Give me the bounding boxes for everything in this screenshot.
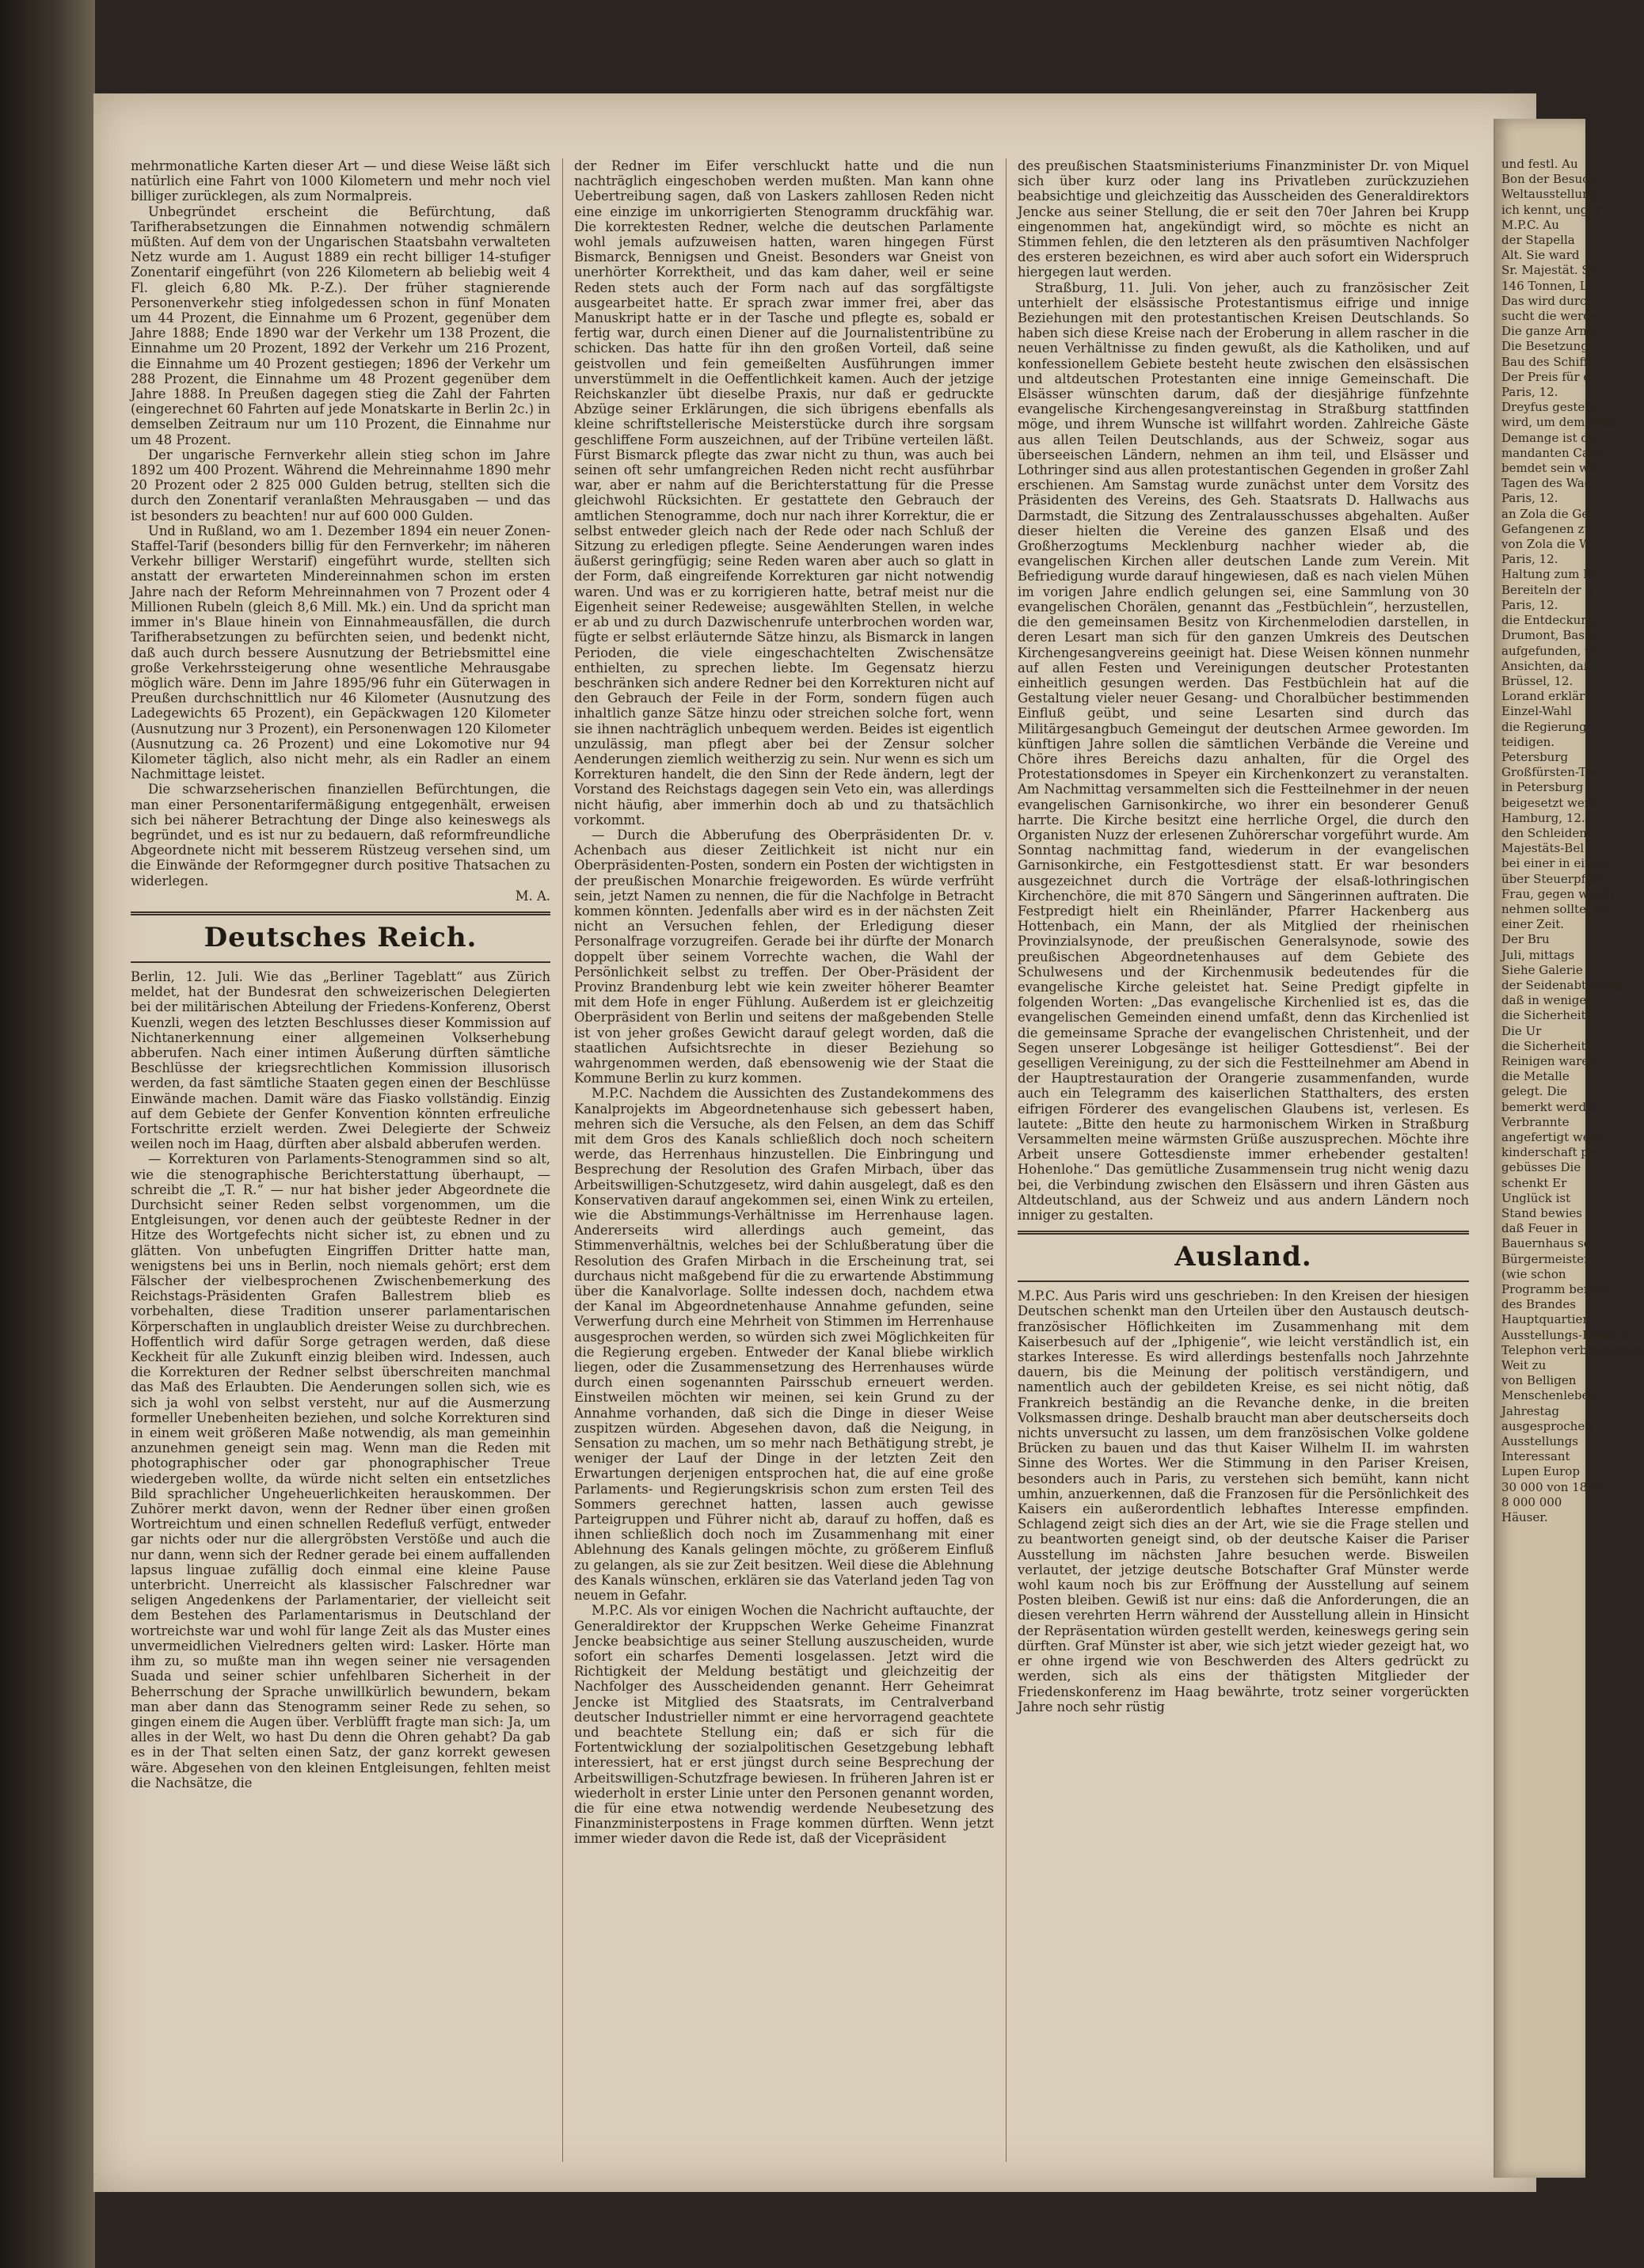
next-page-text-fragment: über Steuerpflich — [1501, 871, 1608, 886]
next-page-text-fragment: daß in wenigen — [1501, 993, 1594, 1008]
next-page-text-fragment: Die Besetzung — [1501, 339, 1589, 354]
next-page-text-fragment: Großfürsten-Thr — [1501, 765, 1600, 780]
next-page-text-fragment: an Zola die Ge — [1501, 506, 1589, 521]
next-page-text-fragment: 8 000 000 — [1501, 1494, 1562, 1509]
next-page-text-fragment: Menschenleben — [1501, 1388, 1597, 1403]
next-page-text-fragment: von Zola die W — [1501, 537, 1592, 552]
next-page-text-fragment: Stand bewies — [1501, 1206, 1582, 1221]
column-divider — [562, 158, 563, 2162]
next-page-text-fragment: daß Feuer in — [1501, 1221, 1578, 1236]
next-page-text-fragment: den Schleiden — [1501, 825, 1587, 840]
next-page-text-fragment: Bauernhaus sc — [1501, 1236, 1591, 1251]
next-page-text-fragment: kinderschaft per — [1501, 1145, 1601, 1160]
next-page-text-fragment: (wie schon — [1501, 1266, 1566, 1281]
paragraph: Unbegründet erscheint die Befürchtung, daß Tarifherabsetzungen die Einnahmen notwendig schmälern müßten. Auf dem von der Ungarischen Staatsbahn verwalteten Netz wurde am 1. August 1889 ein recht billiger 14-stufiger Zonentarif eingeführt (von 226 Kilometern ab beliebig weit 4 Fl. gleich 6,80 Mk. P.-Z.). Der früher stagnierende Personenverkehr stieg infolgedessen schon in fünf Monaten um 44 Prozent, die Einnahme um 6 Prozent, gegenüber dem Jahre 1888; Ende 1890 war der Verkehr um 138 Prozent, die Einnahme um 20 Prozent, 1892 der Verkehr um 216 Prozent, die Einnahme um 40 Prozent gestiegen; 1896 der Verkehr um 288 Prozent, die Einnahme um 48 Prozent gegenüber dem Jahre 1888. In Preußen dagegen stieg die Zahl der Fahrten (eingerechnet 60 Fahrten auf jede Monatskarte in Berlin 2c.) in demselben Zeitraum nur um 110 Prozent, die Einnahme nur um 48 Prozent. — [131, 204, 550, 447]
paragraph: M.P.C. Nachdem die Aussichten des Zustandekommens des Kanalprojekts im Abgeordnetenhause sich gebessert haben, mehren sich die Versuche, als den Felsen, an dem das Schiff mit dem Gros des Kanals schließlich doch noch scheitern werde, das Herrenhaus hinzustellen. Die Einbringung und Besprechung der Resolution des Grafen Mirbach, über das Arbeitswilligen-Schutzgesetz, wird dahin ausgelegt, daß es den Konservativen darauf angekommen sei, einen Wink zu erteilen, wie die Abstimmungs-Verhältnisse im Herrenhause lagen. Andererseits wird allerdings auch gemeint, das Stimmenverhältnis, welches bei der Schlußberatung über die Resolution des Grafen Mirbach in die Erscheinung trat, sei durchaus nicht maßgebend für die zu erwartende Abstimmung über die Kanalvorlage. Sollte indessen doch, nachdem etwa der Kanal im Abgeordnetenhause Annahme gefunden, seine Verwerfung durch eine Mehrheit von Stimmen im Herrenhause ausgesprochen werden, so würden sich zwei Möglichkeiten für die Regierung ergeben. Entweder der Kanal bliebe wirklich liegen, oder die Zusammensetzung des Herrenhauses würde durch einen sogenannten Pairsschub erneuert werden. Einstweilen möchten wir meinen, sei kein Grund zu der Annahme vorhanden, daß sich die Dinge in dieser Weise zuspitzen würden. Abgesehen davon, daß die Neigung, in Sensation zu machen, um so mehr nach Bethätigung strebt, je weniger der Lauf der Dinge in der letzten Zeit den Erwartungen derjenigen entsprochen hat, die auf eine große Parlaments- und Regierungskrisis schon zum ersten Teil des Sommers gerechnet hatten, lassen auch gewisse Parteigruppen und Führer nicht ab, darauf zu hoffen, daß es ihnen schließlich doch noch im Zusammenhang mit einer Ablehnung des Kanals gelingen möchte, zu größerem Einfluß zu gelangen, als sie zur Zeit besitzen. Weil diese die Ablehnung des Kanals wünschen, erklären sie das Vaterland jeden Tag von neuem in Gefahr. — [574, 1086, 994, 1604]
paragraph: Der ungarische Fernverkehr allein stieg schon im Jahre 1892 um 400 Prozent. Während die Mehreinnahme 1890 mehr 20 Prozent oder 2 825 000 Gulden betrug, stellten sich die durch den Zonentarif veranlaßten Mehrausgaben — und das ist besonders zu beachten! nur auf 600 000 Gulden. — [131, 447, 550, 523]
next-page-text-fragment: Paris, 12. — [1501, 491, 1558, 506]
next-page-text-fragment: des Brandes — [1501, 1297, 1576, 1312]
column-divider — [1006, 158, 1007, 2162]
next-page-text-fragment: Der Preis für d — [1501, 369, 1591, 384]
next-page-text-fragment: Bon der Besuch — [1501, 172, 1597, 187]
next-page-text-fragment: beigesetzt werde — [1501, 795, 1605, 810]
next-page-text-fragment: Paris, 12. — [1501, 597, 1558, 612]
next-page-text-fragment: Lorand erklärt — [1501, 689, 1590, 704]
paragraph: mehrmonatliche Karten dieser Art — und diese Weise läßt sich natürlich eine Fahrt von 1000 Kilometern und mehr noch viel billiger zurücklegen, als zum Normalpreis. — [131, 158, 550, 204]
next-page-text-fragment: Einzel-Wahl — [1501, 704, 1572, 719]
paragraph: Die schwarzseherischen finanziellen Befürchtungen, die man einer Personentarifermäßigung entgegenhält, erweisen sich bei näherer Betrachtung der Dinge also keineswegs als begründet, und es ist nur zu bedauern, daß reformfreundliche Abgeordnete nicht mit besserem Rüstzeug versehen sind, um die Einwände der Reformgegner durch positive Thatsachen zu widerlegen. — [131, 782, 550, 889]
next-page-text-fragment: die Entdeckung — [1501, 613, 1596, 628]
next-page-text-fragment: Reinigen waren — [1501, 1053, 1596, 1068]
article-paragraph: Berlin, 12. Juli. Wie das „Berliner Tageblatt“ aus Zürich meldet, hat der Bundesrat den schweizerischen Delegierten bei der militärischen Abteilung der Friedens-Konferenz, Oberst Kuenzli, wegen des letzten Beschlusses dieser Kommission auf Nichtanerkennung einer allgemeinen Volkserhebung abberufen. Nach einer intimen Äußerung dürften sämtliche Beschlüsse der kriegsrechtlichen Kommission illusorisch werden, da fast sämtliche Staaten gegen einen der Beschlüsse Einwände machen. Damit wäre das Fiasko vollständig. Einzig auf dem Gebiete der Genfer Konvention könnten erfreuliche Fortschritte erzielt werden. Zwei Delegierte der Schweiz weilen noch im Haag, dürften aber alsbald abberufen werden. — [131, 968, 550, 1152]
next-page-text-fragment: Gefangenen zu — [1501, 521, 1593, 536]
next-page-text-fragment: Interessant — [1501, 1449, 1570, 1464]
paragraph: M.P.C. Als vor einigen Wochen die Nachricht auftauchte, der Generaldirektor der Kruppschen Werke Geheime Finanzrat Jencke beabsichtige aus seiner Stellung auszuscheiden, wurde sofort ein scharfes Dementi losgelassen. Jetzt wird die Richtigkeit der Meldung bestätigt und gleichzeitig der Nachfolger des Ausscheidenden genannt. Herr Geheimrat Jencke ist Mitglied des Staatsrats, im Centralverband deutscher Industrieller nimmt er eine hervorragend geachtete und beachtete Stellung ein; daß er sich für die Fortentwicklung der sozialpolitischen Gesetzgebung lebhaft interessiert, hat er erst jüngst durch seine Besprechung der Arbeitswilligen-Schutzfrage bewiesen. In früheren Jahren ist er wiederholt in erster Linie unter den Personen genannt worden, die für eine etwa notwendig werdende Neubesetzung des Finanzministerpostens in Frage kommen dürften. Wenn jetzt immer wieder davon die Rede ist, daß der Vicepräsident — [574, 1603, 994, 1847]
next-page-text-fragment: Telephon verbindungen — [1501, 1342, 1644, 1357]
next-page-text-fragment: angefertigt werd — [1501, 1130, 1604, 1144]
next-page-text-fragment: in Petersburg — [1501, 780, 1584, 795]
next-page-text-fragment: Ansichten, daß — [1501, 658, 1592, 673]
next-page-text-fragment: Hamburg, 12. — [1501, 810, 1585, 825]
next-page-text-fragment: sucht die werden — [1501, 309, 1606, 324]
next-page-text-fragment: Drumont, Basso — [1501, 628, 1598, 643]
next-page-text-fragment: Ausstellungs-Komitee — [1501, 1327, 1632, 1342]
section-divider — [1018, 1231, 1469, 1235]
next-page-text-fragment: Jahrestag — [1501, 1403, 1559, 1418]
next-page-text-fragment: einer Zeit. — [1501, 917, 1565, 932]
section-heading-deutsches-reich: Deutsches Reich. — [204, 921, 478, 953]
next-page-text-fragment: Die Ur — [1501, 1023, 1542, 1038]
paragraph: der Redner im Eifer verschluckt hatte und die nun nachträglich eingeschoben werden mußten. Man kann ohne Uebertreibung sagen, daß von Laskers zahllosen Reden nicht eine einzige im unkorrigierten Stenogramm druckfähig war. Die korrektesten Redner, welche die deutschen Parlamente wohl jemals aufzuweisen hatten, waren hingegen Fürst Bismarck, Bennigsen und Gneist. Besonders war Gneist von unerhörter Korrektheit, und das kam daher, weil er seine Reden stets auch der Form nach auf das sorgfältigste ausgearbeitet hatte. Er sprach zwar immer frei, aber das Manuskript hatte er in der Tasche und pflegte es, sobald er fertig war, durch einen Diener auf die Journalistentribüne zu schicken. Das hatte für ihn den großen Vorteil, daß seine geistvollen und fein gemeißelten Ausführungen immer unverstümmelt in die Oeffentlichkeit kamen. Auch der jetzige Reichskanzler übt dieselbe Praxis, nur daß er gedruckte Abzüge seiner Erklärungen, die sich übrigens ebenfalls als kleine schriftstellerische Meisterstücke durch ihre sorgsam geschliffene Form auszeichnen, auf der Tribüne verteilen läßt. Fürst Bismarck pflegte das zwar nicht zu thun, was auch bei seinen oft sehr umfangreichen Reden nicht recht ausführbar war, aber er nahm auf die Berichterstattung für die Presse gleichwohl Rücksichten. Er gestattete den Gebrauch der amtlichen Stenogramme, doch nur nach ihrer Korrektur, die er selbst entweder gleich nach der Rede oder nach Schluß der Sitzung zu erledigen pflegte. Seine Aenderungen waren indes äußerst geringfügig; seine Reden waren aber auch so glatt in der Form, daß eingreifende Korrekturen gar nicht notwendig waren. Und was er zu korrigieren hatte, betraf meist nur die Eigenheit seiner Redeweise; ausgewählten Stellen, in welche er ab und zu durch Dazwischenrufe unterbrochen worden war, fügte er selbst erläuternde Sätze hinzu, als Bismarck in langen Perioden, die viele eingeschachtelten Zwischensätze enthielten, zu sprechen liebte. Im Gegensatz hierzu beschränken sich andere Redner bei den Korrekturen nicht auf den Gebrauch der Feile in der Form, sondern fügen auch inhaltlich ganze Sätze hinzu oder streichen solche fort, wenn sie ihnen nachträglich unbequem werden. Beides ist eigentlich unzulässig, man pflegt aber bei der Zensur solcher Aenderungen ziemlich weitherzig zu sein. Nur wenn es sich um Korrekturen handelt, die den Sinn der Rede ändern, legt der Vorstand des Reichstags dagegen sein Veto ein, was allerdings nicht häufig, aber immerhin doch ab und zu thatsächlich vorkommt. — [574, 158, 994, 828]
next-page-text-fragment: Alt. Sie ward — [1501, 248, 1580, 263]
next-page-text-fragment: 146 Tonnen, L — [1501, 278, 1588, 293]
next-page-text-fragment: Siehe Galerie — [1501, 962, 1583, 977]
next-page-text-fragment: Der Bru — [1501, 932, 1550, 947]
next-page-text-fragment: Juli, mittags — [1501, 947, 1575, 962]
section-divider — [131, 961, 550, 963]
article-paragraph: — Korrekturen von Parlaments-Stenogrammen sind so alt, wie die stenographische Berichterstattung überhaupt, — schreibt die „T. R.“ — nur hat bisher jeder Abgeordnete die Durchsicht seiner Reden selbst vorgenommen, um die Entgleisungen, vor denen auch der geübteste Redner in der Hitze des Wortgefechts nicht sicher ist, zu ebnen und zu glätten. Von unbefugten Eingriffen Dritter hatte man, wenigstens bei uns in Berlin, noch niemals gehört; erst dem Fälscher der vielbesprochenen Zwischenbemerkung des Reichstags-Präsidenten Grafen Ballestrem blieb es vorbehalten, diese Tradition unserer parlamentarischen Körperschaften in unglaublich dreister Weise zu durchbrechen. Hoffentlich wird dafür Sorge getragen werden, daß diese Keckheit für alle Zukunft einzig bleiben wird. Indessen, auch die Korrekturen der Redner selbst überschreiten manchmal das Maß des Erlaubten. Die Aenderungen sollen sich, wie es sich ja wohl von selbst versteht, nur auf die Ausmerzung formeller Unebenheiten beziehen, und solche Korrekturen sind in einem weit größeren Maße notwendig, als man gemeinhin anzunehmen geneigt sein mag. Wenn man die Reden mit photographischer oder gar phonographischer Treue wiedergeben wollte, da würde nicht selten ein entsetzliches Bild sprachlicher Ungeheuerlichkeiten herauskommen. Der Zuhörer merkt davon, wenn der Redner über einen großen Wortreichtum und einen schnellen Redefluß verfügt, entweder gar nichts oder nur die allergröbsten Verstöße und auch die nur dann, wenn sich der Redner gerade bei einem auffallenden lapsus linguae zufällig doch einmal eine kleine Pause unterbricht. Unerreicht als klassischer Falschredner war seligen Angedenkens der Parlamentarier, der vielleicht seit dem Bestehen des Parlamentarismus in Deutschland der wortreichste war und wohl für lange Zeit als das Muster eines unvermeidlichen Vielredners gelten wird: Lasker. Hörte man ihm zu, so mußte man ihn wegen seiner nie versagenden Suada und seiner schier unfehlbaren Sicherheit in der Beherrschung der Sprache unwillkürlich bewundern, bekam man aber dann das Stenogramm seiner Rede zu sehen, so gingen einem die Augen über. Verblüfft fragte man sich: Ja, um alles in der Welt, wo hast Du denn die Ohren gehabt? Da gab es in der That selten einen Satz, der ganz korrekt gewesen wäre. Abgesehen von den kleinen Entgleisungen, fehlten meist die Nachsätze, die — [131, 1151, 550, 1790]
next-page-text-fragment: die Sicherheit — [1501, 1038, 1586, 1053]
next-page-text-fragment: Bereiteln der d — [1501, 582, 1593, 597]
paragraph: Und in Rußland, wo am 1. Dezember 1894 ein neuer Zonen-Staffel-Tarif (besonders billig für den Fernverkehr; im näheren Verkehr billiger Werstarif) eingeführt wurde, stellten sich anstatt der erwarteten Mindereinnahmen schon im ersten Jahre nach der Reform Mehreinnahmen von 7 Prozent oder 4 Millionen Rubeln (gleich 8,6 Mill. Mk.) ein. Und da spricht man immer in's Blaue hinein von Einnahmeausfällen, die durch Tarifherabsetzungen zu befürchten seien, und bedenkt nicht, daß auch durch bessere Ausnutzung der Betriebsmittel eine große Verkehrssteigerung ohne wesentliche Mehrausgabe möglich wäre. Denn im Jahre 1895/96 fuhr ein Güterwagen in Preußen durchschnittlich nur 46 Kilometer (Ausnutzung des Ladegewichts 65 Prozent), ein Gepäckwagen 120 Kilometer (Ausnutzung nur 3 Prozent), ein Personenwagen 120 Kilometer (Ausnutzung ca. 26 Prozent) und eine Lokomotive nur 94 Kilometer täglich, also nicht mehr, als ein Radler an einem Nachmittage leistet. — [131, 523, 550, 782]
next-page-edge — [1494, 119, 1644, 2178]
next-page-text-fragment: Hauptquartier — [1501, 1312, 1589, 1327]
next-page-text-fragment: die Sicherheit — [1501, 1008, 1586, 1023]
section-divider — [1018, 1281, 1469, 1282]
next-page-text-fragment: Programm bericht — [1501, 1282, 1612, 1297]
next-page-text-fragment: Unglück ist — [1501, 1190, 1571, 1205]
next-page-text-fragment: Bürgermeister — [1501, 1251, 1590, 1266]
next-page-text-fragment: bei einer in einem — [1501, 856, 1611, 871]
next-page-text-fragment: aufgefunden, we — [1501, 643, 1602, 658]
section-divider — [131, 911, 550, 915]
next-page-text-fragment: Die ganze Arma — [1501, 324, 1598, 339]
next-page-text-fragment: Dreyfus gestern — [1501, 400, 1599, 415]
paragraph: des preußischen Staatsministeriums Finanzminister Dr. von Miquel sich über kurz oder lang ins Privatleben zurückzuziehen beabsichtige und gleichzeitig das Ausscheiden des Generaldirektors Jencke aus seiner Stellung, die er seit den 70er Jahren bei Krupp eingenommen hat, angekündigt wird, so möchte es nicht an Stimmen fehlen, die den letzteren als den präsumtiven Nachfolger des ersteren bezeichnen, es wird aber auch sofort ein Widerspruch hiergegen laut werden. — [1018, 158, 1469, 280]
next-page-text-fragment: Frau, gegen welch — [1501, 886, 1614, 901]
next-page-text-fragment: gelegt. Die — [1501, 1084, 1568, 1099]
column-3 — [1018, 158, 1469, 1714]
next-page-text-fragment: bemerkt werden — [1501, 1099, 1601, 1114]
next-page-text-fragment: schenkt Er — [1501, 1175, 1567, 1190]
next-page-text-fragment: Majestäts-Bel — [1501, 841, 1584, 856]
next-page-text-fragment: nehmen sollte, wo — [1501, 901, 1612, 916]
article-paragraph: M.P.C. Aus Paris wird uns geschrieben: In den Kreisen der hiesigen Deutschen schenkt man den Urteilen über den Austausch deutsch-französischer Höflichkeiten im Zusammenhang mit dem Kaiserbesuch auf der „Iphigenie“, wie leicht verständlich ist, ein starkes Interesse. Es wird allerdings bestenfalls noch Jahrzehnte dauern, bis die Meinung der politisch verständigern, und namentlich auch der gebildeten Kreise, es sei nicht nötig, daß Frankreich beständig an die Revanche denke, in die breiten Volksmassen dringe. Deshalb braucht man aber deutscherseits doch nichts unversucht zu lassen, um dem französischen Volke goldene Brücken zu bauen und das thut Kaiser Wilhelm II. im wahrsten Sinne des Wortes. Wer die Stimmung in den Pariser Kreisen, besonders auch in Paris, zu verstehen sich bemüht, kann nicht umhin, anzuerkennen, daß die Franzosen für die Persönlichkeit des Kaisers ein außerordentlich lebhaftes Interesse empfinden. Schlagend zeigt sich dies an der Art, wie sie die Frage stellen und zu beantworten geneigt sind, ob der deutsche Kaiser die Pariser Ausstellung im nächsten Jahre besuchen werde. Bisweilen verlautet, der jetzige deutsche Botschafter Graf Münster werde wohl kaum noch bis zur Eröffnung der Ausstellung auf seinem Posten bleiben. Gewiß ist nur eins: daß die Anforderungen, die an diesen verehrten Herrn während der Ausstellung allein in Hinsicht der Repräsentation würden gestellt werden, keineswegs gering sein dürften. Graf Münster ist aber, wie sich jetzt wieder gezeigt hat, wo er ohne irgend wie von Beschwerden des Alters gedrückt zu werden, sich als eins der thätigsten Mitglieder der Friedenskonferenz im Haag bewährte, trotz seiner vorgerückten Jahre noch sehr rüstig — [1018, 1288, 1469, 1714]
next-page-text-fragment: Das wird durch — [1501, 293, 1595, 308]
next-page-text-fragment: Sr. Majestät. Sie — [1501, 263, 1601, 278]
next-page-text-fragment: Paris, 12. — [1501, 552, 1558, 567]
next-page-text-fragment: 30 000 von 1810 — [1501, 1479, 1603, 1494]
next-page-text-fragment: Haltung zum Pr — [1501, 567, 1597, 582]
next-page-text-fragment: Weit zu — [1501, 1358, 1547, 1373]
column-1 — [131, 158, 550, 1790]
column-2 — [574, 158, 994, 1847]
next-page-text-fragment: und festl. Au — [1501, 157, 1578, 171]
next-page-text-fragment: ausgesprochen — [1501, 1418, 1593, 1433]
paragraph: — Durch die Abberufung des Oberpräsidenten Dr. v. Achenbach aus dieser Zeitlichkeit ist nicht nur ein Oberpräsidenten-Posten, sondern ein Posten der wichtigsten in der preußischen Monarchie freigeworden. Es würde verfrüht sein, jetzt Namen zu nennen, die für die Nachfolge in Betracht kommen könnten. Jedenfalls aber wird es in der nächsten Zeit nicht an Versuchen fehlen, der Erledigung dieser Personalfrage vorzugreifen. Gerade bei ihr dürfte der Monarch doppelt über seinem Vorrechte wachen, die Wahl der Persönlichkeit selbst zu treffen. Der Ober-Präsident der Provinz Brandenburg lebt wie kein zweiter höherer Beamter mit dem Hofe in enger Fühlung. Außerdem ist er gleichzeitig Oberpräsident von Berlin und seitens der maßgebenden Stelle ist von jeher großes Gewicht darauf gelegt worden, daß die staatlichen Aufsichtsrechte in dieser Beziehung so wahrgenommen werden, daß ebensowenig wie der Staat die Kommune Berlin zu kurz kommen. — [574, 827, 994, 1086]
next-page-text-fragment: Demange ist die — [1501, 430, 1600, 445]
next-page-text-fragment: Weltausstellung — [1501, 187, 1598, 202]
next-page-text-fragment: Ausstellungs — [1501, 1434, 1579, 1449]
next-page-text-fragment: der Seidenabteilung — [1501, 977, 1624, 992]
next-page-text-fragment: mandanten Carr — [1501, 445, 1601, 460]
next-page-text-fragment: Verbrannte — [1501, 1114, 1570, 1129]
next-page-text-fragment: die Regierung — [1501, 719, 1587, 734]
next-page-text-fragment: Tagen des Wag — [1501, 476, 1593, 491]
section-heading-ausland: Ausland. — [1174, 1241, 1312, 1273]
next-page-text-fragment: gebüsses Die — [1501, 1160, 1581, 1175]
next-page-text-fragment: Petersburg — [1501, 749, 1569, 764]
next-page-text-fragment: teidigen. — [1501, 734, 1555, 749]
author-signature: M. A. — [515, 888, 550, 904]
next-page-text-fragment: die Metalle — [1501, 1069, 1570, 1084]
paragraph: Straßburg, 11. Juli. Von jeher, auch zu französischer Zeit unterhielt der elsässische Protestantismus eifrige und innige Beziehungen mit den protestantischen Kreisen Deutschlands. So haben sich diese Kreise nach der Eroberung in allem rascher in die neuen Verhältnisse zu finden gewußt, als die Katholiken, und auf konfessionellem Gebiete besteht heute zwischen den elsässischen und altdeutschen Protestanten eine innige Gemeinschaft. Die Elsässer wünschten darum, daß der diesjährige fünfzehnte evangelische Kirchengesangvereinstag in Straßburg stattfinden möge, und ihrem Wunsche ist willfahrt worden. Zahlreiche Gäste aus allen Teilen Deutschlands, aus der Schweiz, sogar aus überseeischen Ländern, nehmen an ihm teil, und Elsässer und Lothringer sind aus allen protestantischen Gegenden in großer Zahl erschienen. Am Samstag wurde zunächst unter dem Vorsitz des Präsidenten des Vereins, des Geh. Staatsrats D. Hallwachs aus Darmstadt, die Sitzung des Zentralausschusses abgehalten. Außer dieser hielten die Vereine des ganzen Elsaß und des Großherzogtums Mecklenburg nachher wieder ab, die evangelischen Kirchen aller deutschen Lande zum Verein. Mit Befriedigung wurde darauf hingewiesen, daß es nach vielen Mühen im vorigen Jahre endlich gelungen sei, eine Sammlung von 30 evangelischen Chorälen, genannt das „Festbüchlein“, herzustellen, die den gemeinsamen Besitz von Kirchenmelodien darstellen, in deren Lesart man sich für den ganzen Umkreis des Deutschen Kirchengesangvereins geeinigt hat. Diese Weisen können nunmehr auf allen Festen und Vereinigungen deutscher Protestanten einheitlich gesungen werden. Das Festbüchlein hat auf die Gestaltung vieler neuer Gesang- und Choralbücher bestimmenden Einfluß geübt, und seine Lesarten sind durch das Militärgesangbuch Gemeingut der deutschen Armee geworden. Im künftigen Jahre sollen die sämtlichen Verbände die Vereine und Chöre ihres Bereichs dazu anhalten, für die Orgel des Protestationsdomes in Speyer ein Kirchenkonzert zu veranstalten. Am Nachmittag versammelten sich die Festteilnehmer in der neuen evangelischen Garnisonkirche, wo ihrer ein besonderer Genuß harrte. Die Kirche besitzt eine herrliche Orgel, die durch den Organisten Nuzz der erlesenen Zuhörerschar vorgeführt wurde. Am Sonntag nachmittag fand, wiederum in der evangelischen Garnisonkirche, ein Festgottesdienst statt. Er war besonders ausgezeichnet durch die Vorträge der elsaß-lothringischen Kirchenchöre, die mit 870 Sängern und Sängerinnen auftraten. Die Festpredigt hielt ein Rheinländer, Pfarrer Hackenberg aus Hottenbach, ein Mann, der als Mitglied der rheinischen Provinzialsynode, der preußischen Generalsynode, sowie des preußischen Abgeordnetenhauses auf dem Gebiete des Schulwesens und der Kirchenmusik bedeutendes für die evangelische Kirche geleistet hat. Seine Predigt gipfelte in folgenden Worten: „Das evangelische Kirchenlied ist es, das die evangelischen Gemeinden einend umfaßt, denn das Kirchenlied ist die gemeinsame Sprache der evangelischen Christenheit, und der Segen unserer Lobgesänge ist heiliger Gottesdienst“. Bei der geselligen Vereinigung, zu der sich die Festteilnehmer am Abend in der Hauptrestauration der Orangerie zusammenfanden, wurde auch ein Telegramm des kaiserlichen Statthalters, des ersten eifrigen Förderer des evangelischen Glaubens ist, verlesen. Es lautete: „Bitte den heute zu harmonischem Wirken in Straßburg Versammelten meine wärmsten Grüße auszusprechen. Möchte ihre Arbeit unsere Gottesdienste immer erhebender gestalten! Hohenlohe.“ Das gemütliche Zusammensein trug nicht wenig dazu bei, die Verbindung zwischen den Elsässern und ihren Gästen aus Altdeutschland, aus der Schweiz und aus andern Ländern noch inniger zu gestalten. — [1018, 280, 1469, 1223]
next-page-text-fragment: bemdet sein wir — [1501, 461, 1599, 476]
next-page-text-fragment: wird, um dem Stud — [1501, 415, 1617, 430]
next-page-text-fragment: Lupen Europ — [1501, 1464, 1580, 1479]
next-page-text-fragment: Paris, 12. — [1501, 385, 1558, 400]
next-page-text-fragment: Bau des Schiffe — [1501, 354, 1596, 369]
page-gutter — [0, 0, 95, 2268]
next-page-text-fragment: Brüssel, 12. — [1501, 673, 1574, 688]
next-page-text-fragment: ich kennt, unger — [1501, 202, 1601, 217]
next-page-text-fragment: von Belligen — [1501, 1373, 1577, 1388]
next-page-text-fragment: Häuser. — [1501, 1510, 1548, 1525]
next-page-text-fragment: der Stapella — [1501, 233, 1575, 248]
next-page-text-fragment: M.P.C. Au — [1501, 217, 1559, 232]
